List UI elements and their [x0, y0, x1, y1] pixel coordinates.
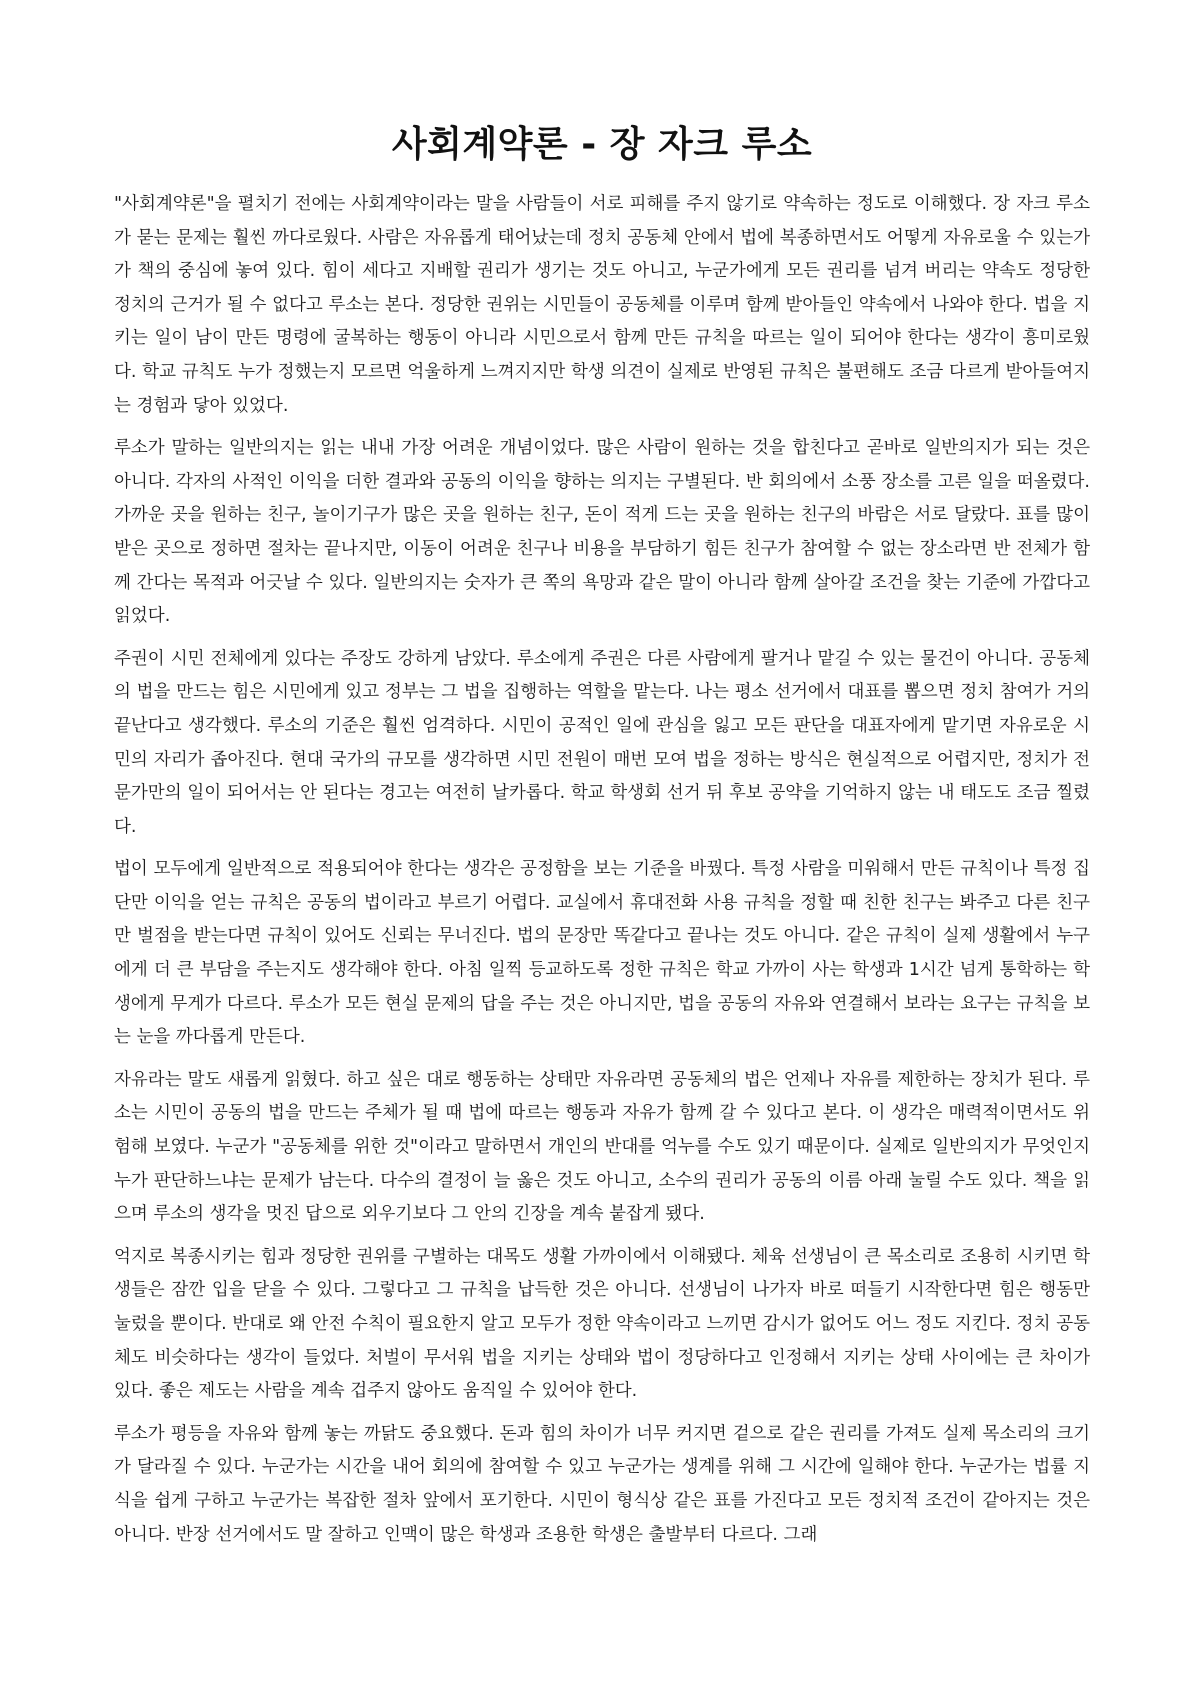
document-title: 사회계약론 - 장 자크 루소	[391, 124, 813, 165]
paragraph-3: 주권이 시민 전체에게 있다는 주장도 강하게 남았다. 루소에게 주권은 다른 사람에게 팔거나 맡길 수 있는 물건이 아니다. 공동체의 법을 만드는 힘은 시민에게 있고 정부는 그 법을 집행하는 역할을 맡는다. 나는 평소 선거에서 대표를 뽑으면 정치 참여가 거의 끝난다고 생각했다. 루소의 기준은 훨씬 엄격하다. 시민이 공적인 일에 관심을 잃고 모든 판단을 대표자에게 맡기면 자유로운 시민의 자리가 좁아진다. 현대 국가의 규모를 생각하면 시민 전원이 매번 모여 법을 정하는 방식은 현실적으로 어렵지만, 정치가 전문가만의 일이 되어서는 안 된다는 경고는 여전히 날카롭다. 학교 학생회 선거 뒤 후보 공약을 기억하지 않는 내 태도도 조금 찔렸다.	[114, 648, 1090, 837]
paragraph-5: 자유라는 말도 새롭게 읽혔다. 하고 싶은 대로 행동하는 상태만 자유라면 공동체의 법은 언제나 자유를 제한하는 장치가 된다. 루소는 시민이 공동의 법을 만드는 주체가 될 때 법에 따르는 행동과 자유가 함께 갈 수 있다고 본다. 이 생각은 매력적이면서도 위험해 보였다. 누군가 "공동체를 위한 것"이라고 말하면서 개인의 반대를 억누를 수도 있기 때문이다. 실제로 일반의지가 무엇인지 누가 판단하느냐는 문제가 남는다. 다수의 결정이 늘 옳은 것도 아니고, 소수의 권리가 공동의 이름 아래 눌릴 수도 있다. 책을 읽으며 루소의 생각을 멋진 답으로 외우기보다 그 안의 긴장을 계속 붙잡게 됐다.	[114, 1069, 1090, 1225]
paragraph-6: 억지로 복종시키는 힘과 정당한 권위를 구별하는 대목도 생활 가까이에서 이해됐다. 체육 선생님이 큰 목소리로 조용히 시키면 학생들은 잠깐 입을 닫을 수 있다. 그렇다고 그 규칙을 납득한 것은 아니다. 선생님이 나가자 바로 떠들기 시작한다면 힘은 행동만 눌렀을 뿐이다. 반대로 왜 안전 수칙이 필요한지 알고 모두가 정한 약속이라고 느끼면 감시가 없어도 어느 정도 지킨다. 정치 공동체도 비슷하다는 생각이 들었다. 처벌이 무서워 법을 지키는 상태와 법이 정당하다고 인정해서 지키는 상태 사이에는 큰 차이가 있다. 좋은 제도는 사람을 계속 겁주지 않아도 움직일 수 있어야 한다.	[114, 1246, 1090, 1402]
paragraph-2: 루소가 말하는 일반의지는 읽는 내내 가장 어려운 개념이었다. 많은 사람이 원하는 것을 합친다고 곧바로 일반의지가 되는 것은 아니다. 각자의 사적인 이익을 더한 결과와 공동의 이익을 향하는 의지는 구별된다. 반 회의에서 소풍 장소를 고른 일을 떠올렸다. 가까운 곳을 원하는 친구, 놀이기구가 많은 곳을 원하는 친구, 돈이 적게 드는 곳을 원하는 친구의 바람은 서로 달랐다. 표를 많이 받은 곳으로 정하면 절차는 끝나지만, 이동이 어려운 친구나 비용을 부담하기 힘든 친구가 참여할 수 없는 장소라면 반 전체가 함께 간다는 목적과 어긋날 수 있다. 일반의지는 숫자가 큰 쪽의 욕망과 같은 말이 아니라 함께 살아갈 조건을 찾는 기준에 가깝다고 읽었다.	[114, 438, 1090, 627]
paragraph-7: 루소가 평등을 자유와 함께 놓는 까닭도 중요했다. 돈과 힘의 차이가 너무 커지면 겉으로 같은 권리를 가져도 실제 목소리의 크기가 달라질 수 있다. 누군가는 시간을 내어 회의에 참여할 수 있고 누군가는 생계를 위해 그 시간에 일해야 한다. 누군가는 법률 지식을 쉽게 구하고 누군가는 복잡한 절차 앞에서 포기한다. 시민이 형식상 같은 표를 가진다고 모든 정치적 조건이 같아지는 것은 아니다. 반장 선거에서도 말 잘하고 인맥이 많은 학생과 조용한 학생은 출발부터 다르다. 그래	[114, 1423, 1090, 1545]
paragraph-1: "사회계약론"을 펼치기 전에는 사회계약이라는 말을 사람들이 서로 피해를 주지 않기로 약속하는 정도로 이해했다. 장 자크 루소가 묻는 문제는 훨씬 까다로웠다. 사람은 자유롭게 태어났는데 정치 공동체 안에서 법에 복종하면서도 어떻게 자유로울 수 있는가가 책의 중심에 놓여 있다. 힘이 세다고 지배할 권리가 생기는 것도 아니고, 누군가에게 모든 권리를 넘겨 버리는 약속도 정당한 정치의 근거가 될 수 없다고 루소는 본다. 정당한 권위는 시민들이 공동체를 이루며 함께 받아들인 약속에서 나와야 한다. 법을 지키는 일이 남이 만든 명령에 굴복하는 행동이 아니라 시민으로서 함께 만든 규칙을 따르는 일이 되어야 한다는 생각이 흥미로웠다. 학교 규칙도 누가 정했는지 모르면 억울하게 느껴지지만 학생 의견이 실제로 반영된 규칙은 불편해도 조금 다르게 받아들여지는 경험과 닿아 있었다.	[114, 194, 1090, 416]
paragraph-4: 법이 모두에게 일반적으로 적용되어야 한다는 생각은 공정함을 보는 기준을 바꿨다. 특정 사람을 미워해서 만든 규칙이나 특정 집단만 이익을 얻는 규칙은 공동의 법이라고 부르기 어렵다. 교실에서 휴대전화 사용 규칙을 정할 때 친한 친구는 봐주고 다른 친구만 벌점을 받는다면 규칙이 있어도 신뢰는 무너진다. 법의 문장만 똑같다고 끝나는 것도 아니다. 같은 규칙이 실제 생활에서 누구에게 더 큰 부담을 주는지도 생각해야 한다. 아침 일찍 등교하도록 정한 규칙은 학교 가까이 사는 학생과 1시간 넘게 통학하는 학생에게 무게가 다르다. 루소가 모든 현실 문제의 답을 주는 것은 아니지만, 법을 공동의 자유와 연결해서 보라는 요구는 규칙을 보는 눈을 까다롭게 만든다.	[114, 859, 1090, 1048]
